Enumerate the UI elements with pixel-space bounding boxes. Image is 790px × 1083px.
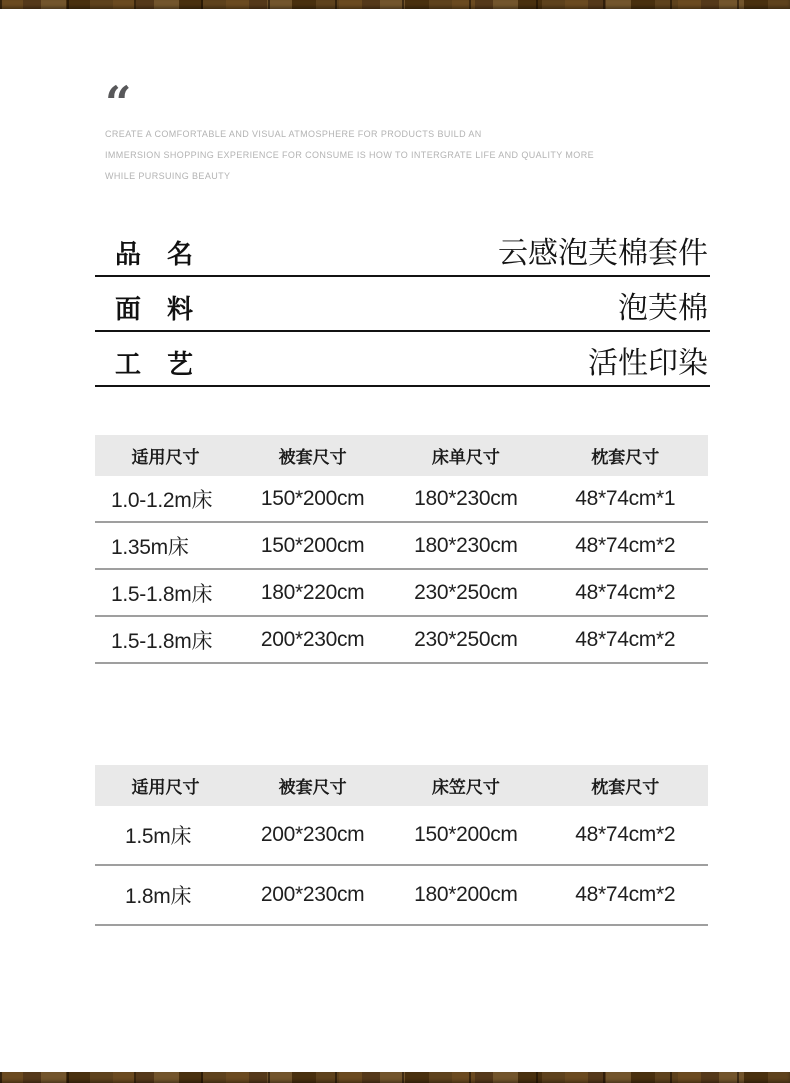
table-header-cell: 床笠尺寸 [431, 778, 500, 797]
table-header-cell: 床单尺寸 [431, 448, 500, 467]
spec-row-fabric [95, 277, 710, 332]
table-cell: 48*74cm*1 [575, 486, 676, 510]
size-table-fitted-sheet [95, 765, 708, 926]
table-cell: 180*230cm [414, 486, 518, 510]
table-row [95, 523, 708, 570]
table-header-cell: 适用尺寸 [131, 778, 200, 797]
table-cell: 180*200cm [414, 883, 518, 906]
table-cell: 200*230cm [260, 883, 365, 906]
spec-value: 泡芙棉 [618, 291, 708, 325]
table-cell: 200*230cm [260, 823, 365, 846]
table-cell: 1.5-1.8m床 [111, 629, 213, 653]
wood-texture-bottom-strip [0, 1072, 790, 1083]
table-cell: 1.5m床 [125, 825, 192, 848]
table-row [95, 570, 708, 617]
table-cell: 200*230cm [260, 627, 365, 651]
table-cell: 180*230cm [414, 533, 518, 557]
table-header-cell: 枕套尺寸 [591, 448, 660, 467]
quote-line: WHILE PURSUING BEAUTY [105, 171, 231, 181]
table-cell: 150*200cm [260, 486, 365, 510]
table-cell: 230*250cm [414, 580, 518, 604]
table-cell: 1.5-1.8m床 [111, 582, 213, 606]
quote-line: CREATE A COMFORTABLE AND VISUAL ATMOSPHERE FOR PRODUCTS BUILD AN [105, 129, 482, 139]
quote-section [105, 76, 605, 187]
spec-label: 品 名 [115, 239, 194, 270]
table-cell: 48*74cm*2 [575, 823, 676, 846]
table-header-row [95, 435, 708, 476]
table-cell: 150*200cm [260, 533, 365, 557]
table-cell: 48*74cm*2 [575, 533, 676, 557]
quote-icon: “ [105, 76, 130, 130]
table-cell: 48*74cm*2 [575, 580, 676, 604]
table-cell: 1.0-1.2m床 [111, 488, 213, 512]
table-header-row [95, 765, 708, 806]
size-table-flat-sheet [95, 435, 708, 664]
table-cell: 1.8m床 [125, 885, 192, 908]
table-header-cell: 适用尺寸 [131, 448, 200, 467]
spec-label: 面 料 [115, 294, 194, 325]
table-cell: 1.35m床 [111, 535, 189, 559]
table-row [95, 617, 708, 664]
quote-text-block [105, 124, 605, 187]
wood-texture-top-strip [0, 0, 790, 9]
table-header-cell: 被套尺寸 [278, 448, 347, 467]
spec-label: 工 艺 [115, 349, 194, 380]
table-cell: 48*74cm*2 [575, 883, 676, 906]
quote-line: IMMERSION SHOPPING EXPERIENCE FOR CONSUME IS HOW TO INTERGRATE LIFE AND QUALITY MORE [105, 150, 594, 160]
table-cell: 48*74cm*2 [575, 627, 676, 651]
table-header-cell: 被套尺寸 [278, 778, 347, 797]
spec-value: 云感泡芙棉套件 [498, 236, 708, 270]
spec-list [95, 222, 710, 387]
table-row [95, 476, 708, 523]
spec-row-craft [95, 332, 710, 387]
spec-row-product-name [95, 222, 710, 277]
table-row [95, 866, 708, 926]
spec-value: 活性印染 [588, 346, 708, 380]
table-header-cell: 枕套尺寸 [591, 778, 660, 797]
table-cell: 150*200cm [414, 823, 518, 846]
table-row [95, 806, 708, 866]
table-cell: 230*250cm [414, 627, 518, 651]
table-cell: 180*220cm [260, 580, 365, 604]
